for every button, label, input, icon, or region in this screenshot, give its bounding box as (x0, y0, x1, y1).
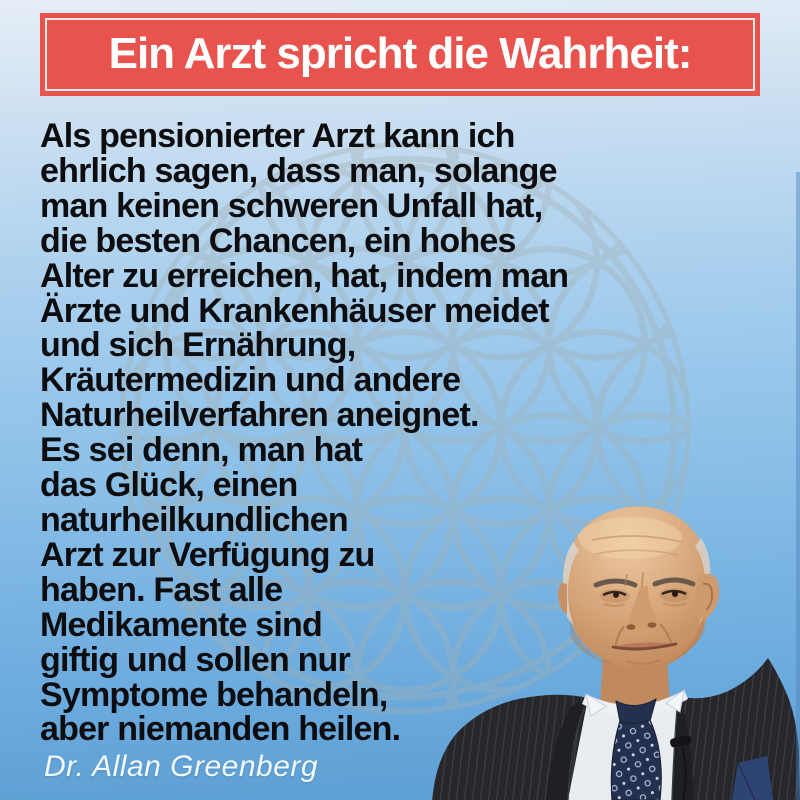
quote-line: die besten Chancen, ein hohes (40, 221, 516, 260)
quote-line: Es sei denn, man hat (40, 431, 363, 470)
quote-line: Arzt zur Verfügung zu (40, 535, 375, 574)
tie (611, 720, 661, 800)
quote-line: Als pensionierter Arzt kann ich (40, 117, 515, 155)
photo-right-edge (796, 172, 800, 800)
ear-right (695, 574, 719, 619)
ear-left (558, 583, 567, 615)
quote-line: Kräutermedizin und andere (40, 361, 461, 400)
quote-line: und sich Ernährung, (40, 326, 356, 365)
quote-line: Naturheilverfahren aneignet. (40, 396, 479, 435)
quote-line: Symptome behandeln, (40, 675, 388, 714)
banner (40, 13, 760, 96)
attribution: Dr. Allan Greenberg (44, 750, 319, 783)
quote-line: naturheilkundlichen (40, 500, 348, 539)
quote-line: aber niemanden heilen. (40, 710, 401, 749)
head (558, 506, 719, 668)
quote-line: ehrlich sagen, dass man, solange (40, 151, 557, 190)
banner-title: Ein Arzt spricht die Wahrheit: (108, 28, 692, 78)
quote-line: haben. Fast alle (40, 570, 283, 609)
quote-line: man keinen schweren Unfall hat, (40, 186, 543, 225)
banner-inner-border (45, 18, 755, 91)
quote-line: Alter zu erreichen, hat, indem man (40, 256, 569, 295)
quote-line: giftig und sollen nur (40, 640, 350, 679)
quote-line: das Glück, einen (40, 466, 298, 505)
quote-line: Medikamente sind (40, 605, 322, 644)
quote-line: Ärzte und Krankenhäuser meidet (40, 291, 549, 330)
portrait-photo (420, 500, 800, 800)
